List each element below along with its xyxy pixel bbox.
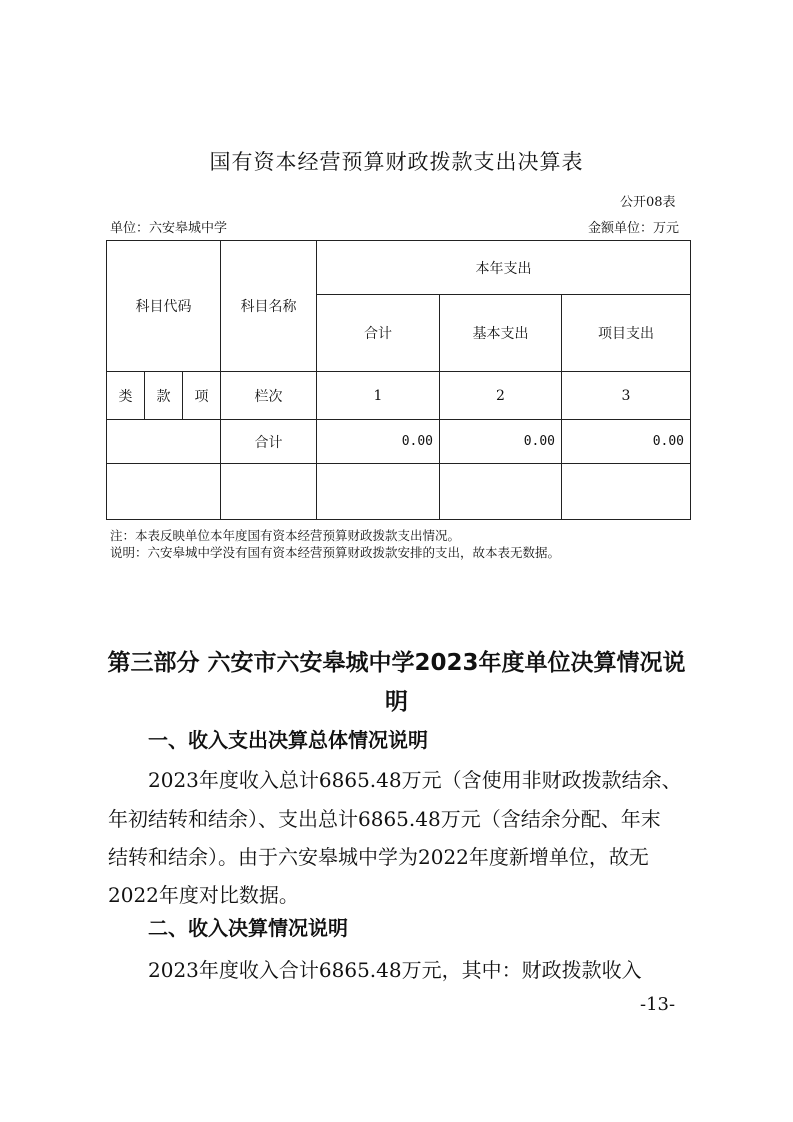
header-total: 合计 — [317, 295, 440, 372]
total-value-3: 0.00 — [562, 420, 691, 464]
col-index-1: 1 — [317, 372, 440, 420]
empty-cell — [317, 464, 440, 520]
paragraph-line: 2023年度收入合计6865.48万元，其中：财政拨款收入 — [148, 958, 642, 982]
empty-cell — [562, 464, 691, 520]
page-number: -13- — [640, 994, 676, 1015]
col-index-3: 3 — [562, 372, 691, 420]
total-label: 合计 — [221, 420, 317, 464]
amount-unit: 金额单位：万元 — [588, 221, 680, 236]
header-project: 项目支出 — [562, 295, 691, 372]
row-xiang: 项 — [183, 372, 221, 420]
empty-cell — [107, 464, 221, 520]
section-title: 第三部分 六安市六安皋城中学2023年度单位决算情况说 — [107, 650, 686, 676]
empty-cell — [440, 464, 562, 520]
table-title: 国有资本经营预算财政拨款支出决算表 — [209, 150, 584, 174]
form-number: 公开08表 — [620, 195, 676, 210]
total-value-1: 0.00 — [317, 420, 440, 464]
paragraph-line: 2022年度对比数据。 — [108, 883, 299, 907]
row-kuan: 款 — [145, 372, 183, 420]
paragraph-line: 2023年度收入总计6865.48万元（含使用非财政拨款结余、 — [148, 768, 682, 792]
row-lanci: 栏次 — [221, 372, 317, 420]
total-value-2: 0.00 — [440, 420, 562, 464]
header-basic: 基本支出 — [440, 295, 562, 372]
paragraph-line: 结转和结余）。由于六安皋城中学为2022年度新增单位，故无 — [108, 845, 649, 869]
expense-table — [106, 240, 691, 520]
table-explanation: 说明：六安皋城中学没有国有资本经营预算财政拨款安排的支出，故本表无数据。 — [110, 545, 561, 560]
section-title-cont: 明 — [385, 689, 408, 715]
table-note: 注：本表反映单位本年度国有资本经营预算财政拨款支出情况。 — [110, 528, 461, 543]
unit-label: 单位：六安皋城中学 — [110, 221, 228, 236]
total-code-cell — [107, 420, 221, 464]
row-lei: 类 — [107, 372, 145, 420]
empty-cell — [221, 464, 317, 520]
header-code: 科目代码 — [107, 241, 221, 372]
header-name: 科目名称 — [221, 241, 317, 372]
subsection-title-2: 二、收入决算情况说明 — [148, 916, 348, 940]
header-expense: 本年支出 — [317, 241, 691, 295]
subsection-title-1: 一、收入支出决算总体情况说明 — [148, 728, 428, 752]
paragraph-line: 年初结转和结余）、支出总计6865.48万元（含结余分配、年末 — [108, 807, 661, 831]
col-index-2: 2 — [440, 372, 562, 420]
